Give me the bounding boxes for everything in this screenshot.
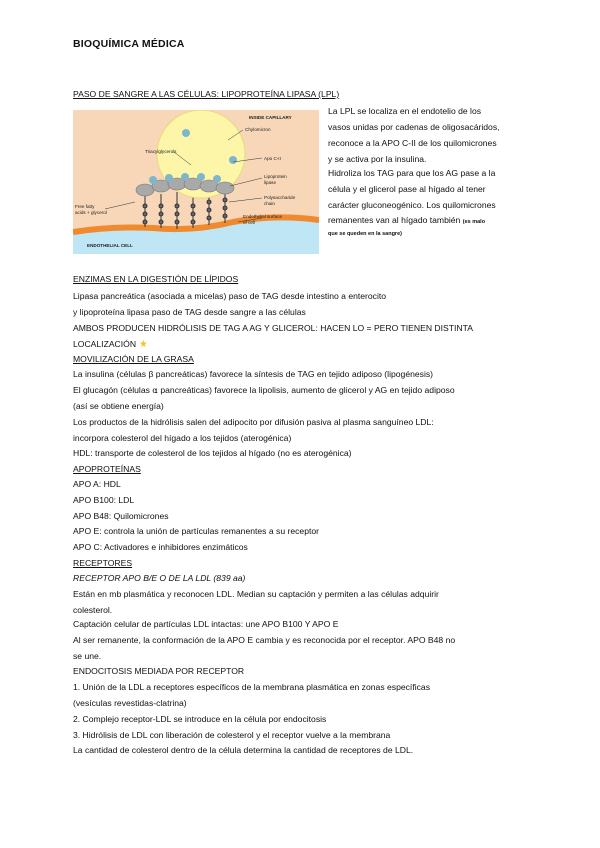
label-polysaccharide: Polysaccharide (264, 195, 296, 200)
body-line (73, 745, 413, 755)
body-line (73, 401, 164, 411)
star-icon: ★ (136, 339, 148, 350)
section-heading (73, 354, 194, 364)
label-free-fatty: Free fatty (75, 204, 95, 209)
lpl-line: reconoce a la APO C-II de los quilomicrones (328, 138, 497, 148)
lpl-figure (73, 110, 319, 254)
body-line (73, 619, 338, 629)
body-line-text: RECEPTOR APO B/E O DE LA LDL (839 aa) (73, 573, 246, 583)
lpl-line: Hidroliza los TAG para que los AG pase a la (328, 168, 496, 178)
body-line-text: Están en mb plasmática y reconocen LDL. Median su captación y permiten a las células adquirir (73, 589, 439, 599)
body-line (73, 448, 352, 458)
document-title: BIOQUÍMICA MÉDICA (73, 38, 185, 50)
body-line (73, 635, 455, 645)
body-line-text: LOCALIZACIÓN (73, 339, 137, 349)
body-line (73, 589, 439, 599)
lpl-line: célula y el glicerol pase al hígado al tener (328, 184, 486, 194)
label-acids-glycerol: acids + glycerol (75, 210, 107, 215)
body-line (73, 307, 306, 317)
body-line-text: 1. Unión de la LDL a receptores específicos de la membrana plasmática en zonas específicas (73, 682, 430, 692)
body-line-text: La insulina (células β pancreáticas) favorece la síntesis de TAG en tejido adiposo (lipogénesis) (73, 369, 434, 379)
body-line-text: RECEPTORES (73, 558, 133, 568)
body-line-text: Captación celular de partículas LDL intactas: une APO B100 Y APO E (73, 619, 339, 629)
label-chylomicron: Chylomicron (245, 127, 271, 132)
body-line (73, 573, 245, 583)
label-chain: chain (264, 201, 275, 206)
body-line (73, 291, 386, 301)
body-line-text: ENDOCITOSIS MEDIADA POR RECEPTOR (73, 666, 245, 676)
body-line-text: incorpora colesterol del hígado a los tejidos (aterogénica) (73, 433, 292, 443)
label-lipase: lipase (264, 180, 277, 185)
body-line-text: 2. Complejo receptor-LDL se introduce en la célula por endocitosis (73, 714, 327, 724)
body-line-text: El glucagón (células ⍺ pancreáticas) favorece la lipolisis, aumento de glicerol y AG en tejido adiposo (73, 385, 455, 395)
body-line-text: APO A: HDL (73, 479, 121, 489)
body-line (73, 479, 121, 489)
body-line (73, 433, 291, 443)
lpl-line: y se activa por la insulina. (328, 154, 427, 164)
lpl-note: (es malo (462, 219, 486, 225)
body-line (73, 526, 319, 536)
body-line-text: Lipasa pancreática (asociada a micelas) paso de TAG desde intestino a enterocito (73, 291, 387, 301)
body-line-text: colesterol. (73, 605, 113, 615)
body-line-text: HDL: transporte de colesterol de los tejidos al hígado (no es aterogénica) (73, 448, 352, 458)
body-line (73, 605, 112, 615)
label-inside-capillary: INSIDE CAPILLARY (249, 115, 292, 120)
label-lipoprotein: Lipoprotein (264, 174, 287, 179)
body-line (73, 495, 134, 505)
body-line (73, 417, 434, 427)
lpl-line: carácter gluconeogénico. Los quilomicrones (328, 200, 496, 210)
body-line-text: AMBOS PRODUCEN HIDRÓLISIS DE TAG A AG Y GLICEROL: HACEN LO = PERO TIENEN DISTINTA (73, 323, 473, 333)
body-line (73, 369, 433, 379)
apo-dot (229, 156, 237, 164)
lpl-line: La LPL se localiza en el endotelio de los (328, 106, 482, 116)
body-line-text: (vesículas revestidas-clatrina) (73, 698, 187, 708)
body-line (73, 698, 187, 708)
label-endothelial-cell: ENDOTHELIAL CELL (87, 243, 133, 248)
body-line (73, 323, 473, 333)
label-triacylglycerols: Triacylglycerols (145, 149, 177, 154)
section-heading (73, 558, 132, 568)
body-line-text: 3. Hidrólisis de LDL con liberación de colesterol y el receptor vuelve a la membrana (73, 730, 391, 740)
body-line (73, 339, 148, 350)
body-line-text: Al ser remanente, la conformación de la APO E cambia y es reconocida por el receptor. APO B48 no (73, 635, 456, 645)
label-endothelial-surface: Endothelial surface (243, 214, 283, 219)
lpl-line: vasos unidas por cadenas de oligosacáridos, (328, 122, 500, 132)
body-line (73, 714, 326, 724)
lpl-line-text: remanentes van al hígado también (328, 215, 461, 225)
body-line-text: Los productos de la hidrólisis salen del adipocito por difusión pasiva al plasma sanguíneo LDL: (73, 417, 434, 427)
body-line (73, 511, 169, 521)
apo-dot (182, 129, 190, 137)
section-heading (73, 274, 238, 284)
body-line (73, 682, 430, 692)
section-heading (73, 464, 141, 474)
body-line-text: se une. (73, 651, 102, 661)
body-line (73, 730, 390, 740)
body-line (73, 666, 244, 676)
body-line-text: y lipoproteína lipasa paso de TAG desde sangre a las células (73, 307, 306, 317)
body-line-text: APO C: Activadores e inhibidores enzimáticos (73, 542, 248, 552)
body-line (73, 385, 455, 396)
body-line-text: (así se obtiene energía) (73, 401, 164, 411)
body-line-text: ENZIMAS EN LA DIGESTIÓN DE LÍPIDOS (73, 274, 239, 284)
body-line (73, 651, 101, 661)
body-line-text: APO E: controla la unión de partículas remanentes a su receptor (73, 526, 320, 536)
lpl-note-2: que se queden en la sangre) (328, 231, 402, 237)
body-line-text: APO B100: LDL (73, 495, 135, 505)
label-apo-cii: Apo C-II (264, 156, 281, 161)
body-line-text: La cantidad de colesterol dentro de la célula determina la cantidad de receptores de LDL. (73, 745, 414, 755)
body-line (73, 542, 248, 552)
lpl-section-heading: PASO DE SANGRE A LAS CÉLULAS: LIPOPROTEÍNA LIPASA (LPL) (73, 89, 340, 99)
label-of-cell: of cell (243, 220, 256, 225)
body-line-text: APOPROTEÍNAS (73, 464, 141, 474)
body-line-text: MOVILIZACIÓN DE LA GRASA (73, 354, 194, 364)
lpl-line-last (328, 215, 485, 225)
body-line-text: APO B48: Quilomicrones (73, 511, 169, 521)
